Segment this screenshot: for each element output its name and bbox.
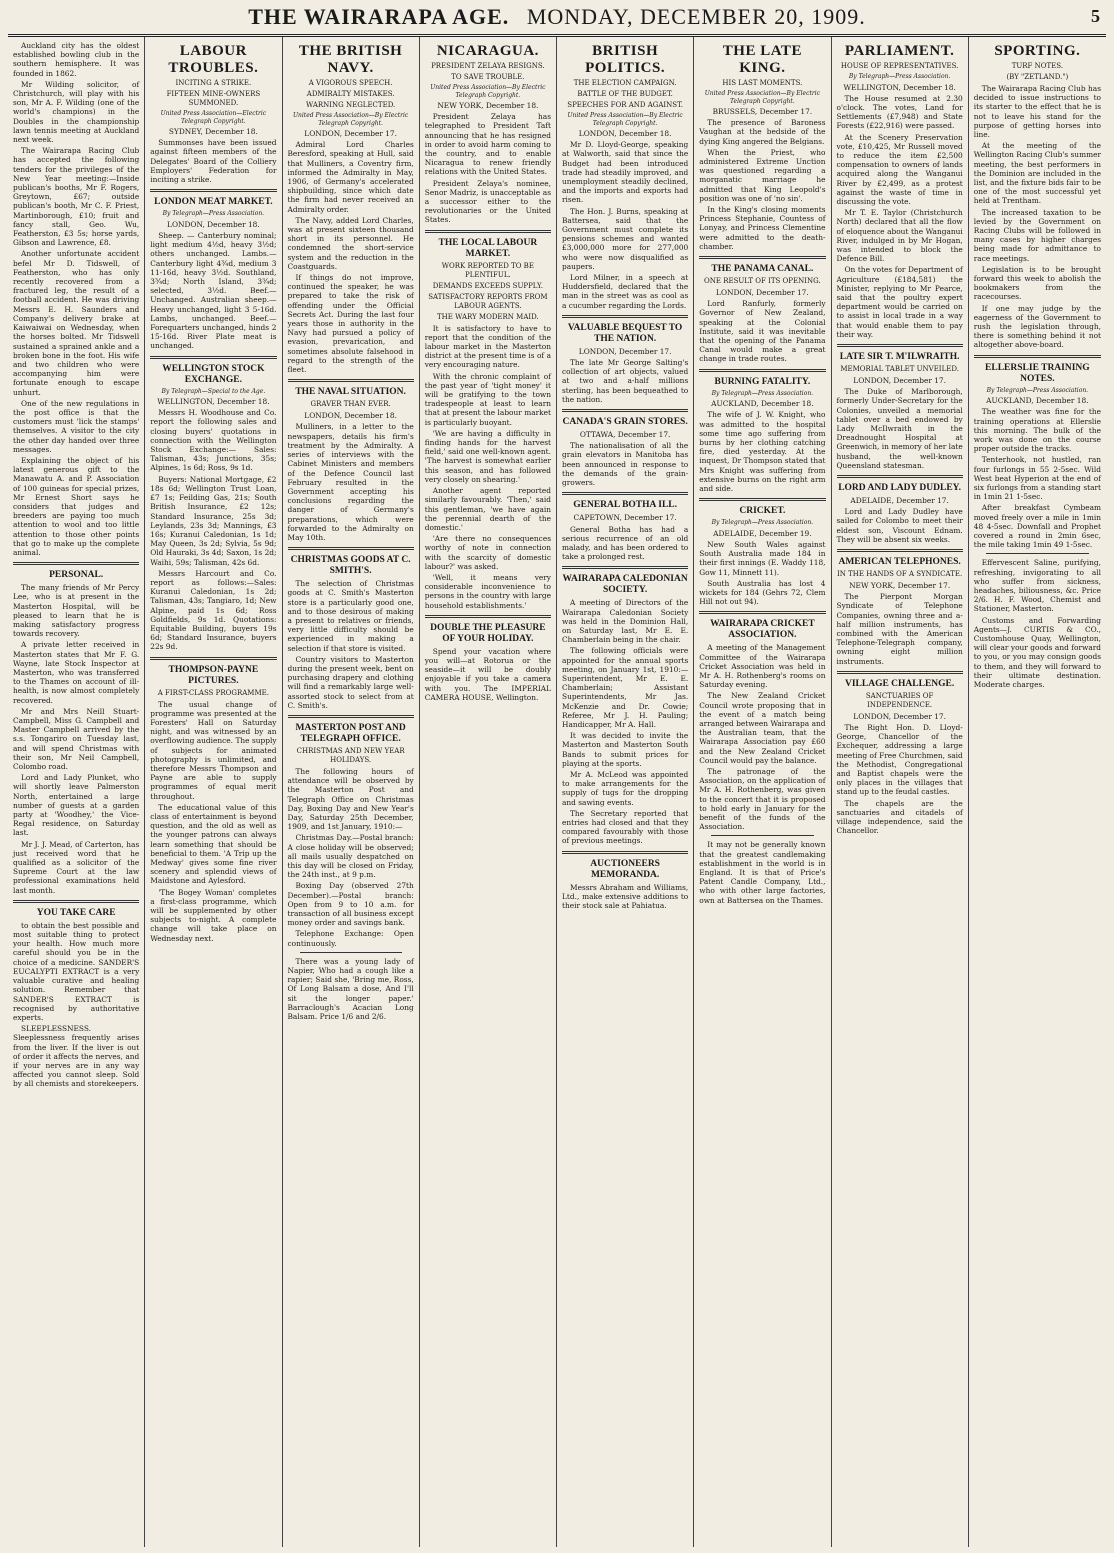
article-paragraph: Mr and Mrs Neill Stuart-Campbell, Miss G. Campbell and Master Campbell arrived by the s.s. Tongariro on Tuesday last, and will spend Christmas with their son, Mr Neil Campbell, Colombo road. <box>13 706 140 772</box>
column-8 <box>969 37 1106 1547</box>
article-paragraph: Another unfortunate accident befel Mr D. Tidswell, of Featherston, who has only recently recovered from a fractured leg, the result of a football accident. He was driving Messrs E. H. Saunders and Company's delivery brake at Kaiwaiwai on Wednesday, when the horses bolted. Mr Tidswell sustained a sprained ankle and a broken bone in the foot. His wife and two children who were accompanying him were fortunate enough to escape unhurt. <box>13 249 140 397</box>
article-divider <box>699 611 825 614</box>
wire-credit: United Press Association—By Electric Telegraph Copyright. <box>567 112 683 127</box>
article <box>974 43 1101 350</box>
wire-credit: By Telegraph—Press Association. <box>986 386 1089 394</box>
dateline: WELLINGTON, December 18. <box>843 82 956 92</box>
article-subheading: WARNING NEGLECTED. <box>305 101 396 109</box>
article-paragraph: South Australia has lost 4 wickets for 184 (Gehrs 72, Clem Hill not out 94). <box>699 578 826 607</box>
article <box>562 409 688 487</box>
dateline: CAPETOWN, December 17. <box>573 513 677 523</box>
article-paragraph: The wife of J. W. Knight, who was admitted to the hospital some time ago suffering from burns by her clothing catching fire, died yesterday. At the inquest, Dr Thompson stated that Mrs Knight was suffering from extensive burns on the right arm and side. <box>699 410 826 493</box>
article-divider <box>699 256 825 259</box>
masthead <box>8 0 1106 37</box>
article-divider <box>425 615 551 618</box>
article-paragraph: It is satisfactory to have to report that the condition of the labour market in the Masterton district at the present time is of a very encouraging nature. <box>424 323 551 370</box>
article-divider <box>288 715 414 718</box>
dateline: BRUSSELS, December 17. <box>712 107 813 116</box>
column-7 <box>832 37 969 1547</box>
article-subheading: THE ELECTION CAMPAIGN. <box>573 79 677 87</box>
article <box>288 43 414 374</box>
dateline: LONDON, December 17. <box>853 375 946 385</box>
article <box>13 562 139 895</box>
article-paragraph: Lord Ranfurly, formerly Governor of New Zealand, speaking at the Colonial Institute, said it was inevitable that the opening of the Panama Canal would make a great change in trade routes. <box>699 299 826 364</box>
article-heading: BURNING FATALITY. <box>714 376 811 387</box>
article <box>562 315 688 404</box>
article <box>425 615 551 702</box>
article-paragraph: The Duke of Marlborough, formerly Under-Secretary for the Colonies, unveiled a memorial tablet over a bed endowed by Lady McIlwraith in the Dreadnought Hospital at Greenwich, in memory of her late husband, the well-known Queensland statesman. <box>836 387 963 470</box>
article-paragraph: Auckland city has the oldest established bowling club in the southern hemisphere. It was founded in 1862. <box>13 41 140 78</box>
article <box>150 356 276 652</box>
article-paragraph: The usual change of programme was presented at the Foresters' Hall on Saturday night, and was witnessed by an overflowing audience. The supply of subjects for animated photography is unlimited, and therefore Messrs Thompson and Payne are able to supply programmes of equal merit throughout. <box>150 699 277 801</box>
article-subheading: A FIRST-CLASS PROGRAMME. <box>157 688 269 697</box>
article <box>562 851 688 911</box>
article-paragraph: Spend your vacation where you will—at Rotorua or the seaside—it will be doubly enjoyable if you take a camera with you. The IMPERIAL CAMERA HOUSE, Wellington. <box>424 646 551 702</box>
wire-credit: United Press Association—Electric Telegraph Copyright. <box>160 110 267 125</box>
article <box>837 43 963 339</box>
article-divider <box>288 379 414 382</box>
article-divider <box>837 344 963 347</box>
article-heading: THE PANAMA CANAL. <box>711 264 814 275</box>
article <box>837 344 963 470</box>
article-paragraph: The Wairarapa Racing Club has accepted the following tenders for the privileges of the New Year meeting:—Inside publican's booths, Mr F. Rogers, Greytown, £67; outside publican's booth, Mr C. F. Priest, Martinborough, £10; fruit and fancy stall, Geo. Wu, Featherston, £3 5s; horse yards, Gibson and Lawrence, £8. <box>13 146 140 248</box>
article-paragraph: The patronage of the Association, on the application of Mr A. H. Rothenberg, was given to the concert that it is proposed to hold early in January for the benefit of the funds of the Association. <box>699 766 826 832</box>
dateline: NEW YORK, December 17. <box>849 581 951 591</box>
article <box>699 611 825 831</box>
article-subheading: PRESIDENT ZELAYA RESIGNS. <box>431 62 545 70</box>
article-divider <box>562 409 688 412</box>
dateline: LONDON, December 17. <box>304 129 397 138</box>
article-paragraph: There was a young lady of Napier, Who had a cough like a rapier; Said she, 'Bring me, Ross, Of Long Balsam a dose, And I'll sit the longer paper.' Barraclough's Acacian Long Balsam. Price 1/6 and 2/6. <box>287 956 414 1022</box>
article-subheading: INCITING A STRIKE. <box>175 79 252 87</box>
article-paragraph: Lord and Lady Dudley have sailed for Colombo to meet their eldest son, Viscount Ednam. They will be absent six weeks. <box>836 507 963 544</box>
article-heading: ELLERSLIE TRAINING NOTES. <box>985 362 1090 384</box>
column-2 <box>145 37 282 1547</box>
article-paragraph: Mulliners, in a letter to the newspapers, details his firm's treatment by the Admiralty. A series of interviews with the Cabinet Ministers and members of the Defence Council last February resulted in the Government accepting his conclusions regarding the danger of Germany's preparations, which were forwarded to the Admiralty on May 10th. <box>287 422 414 542</box>
article-divider <box>150 657 276 660</box>
article-paragraph: Sheep. — Canterbury nominal; light medium 4½d, heavy 3½d; others unchanged. Lambs.—Canterbury light 4¾d, medium 3 11-16d, heavy 3½d. Southland, 3¾d; North Island, 3¾d; selected, 3½d. Beef.—Unchanged. Australian sheep.—Heavy unchanged, light 3 5-16d. Lambs, unchanged. Beef.—Forequarters unchanged, hinds 2 15-16d. River Plate meat is unchanged. <box>150 230 277 351</box>
article-subheading: MEMORIAL TABLET UNVEILED. <box>840 364 959 373</box>
article-divider <box>13 562 139 565</box>
article-divider <box>150 189 276 192</box>
article <box>288 952 414 1021</box>
article-paragraph: At the meeting of the Wellington Racing Club's summer meeting, the best performers in the Dominion are included in the list, and the fixture bids fair to be one of the most successful yet held at Trentham. <box>973 141 1101 206</box>
article <box>562 43 688 310</box>
article-subheading: HOUSE OF REPRESENTATIVES. <box>840 62 959 70</box>
article-paragraph: The House resumed at 2.30 o'clock. The votes, Land for Settlements (£7,948) and State Forests (£22,916) were passed. <box>836 93 963 131</box>
article-subheading: TO SAVE TROUBLE. <box>451 73 525 81</box>
dateline: LONDON, December 17. <box>578 346 672 356</box>
article <box>699 835 825 904</box>
dateline: OTTAWA, December 17. <box>579 430 671 440</box>
article-paragraph: Legislation is to be brought forward this week to abolish the bookmakers from the racecourses. <box>973 264 1101 302</box>
article-paragraph: Mr A. McLeod was appointed to make arrangements for the supply of tugs for the dropping and sawing events. <box>562 769 689 807</box>
article-paragraph: When the Priest, who administered Extreme Unction was questioned regarding a morganatic marriage he admitted that King Leopold's position was one of 'no sin'. <box>699 147 826 203</box>
article <box>150 189 276 350</box>
dateline: LONDON, December 17. <box>853 711 946 721</box>
article-divider <box>562 315 688 318</box>
column-3 <box>283 37 420 1547</box>
article-subheading: ADMIRALTY MISTAKES. <box>306 90 395 98</box>
article-subheading: SPEECHES FOR AND AGAINST. <box>567 101 683 109</box>
article-paragraph: Messrs Abraham and Williams, Ltd., make extensive additions to their stock sale at Pahiatua. <box>562 882 689 910</box>
article-paragraph: Tenterhook, not hustled, ran four furlongs in 55 2-5sec. Wild West beat Hyperion at the end of six furlongs from a standing start in 1min 21 1-5sec. <box>973 455 1101 502</box>
article-paragraph: 'Well, it means very considerable inconvenience to persons in the country with large household establishments.' <box>424 572 551 610</box>
article-paragraph: Buyers: National Mortgage, £2 18s 6d; Wellington Trust Loan, £7 1s; Feilding Gas, 21s; South British Insurance, £2 12s; Standard Insurance, 25s 3d; Leylands, 23s 3d; Mannings, £3 16s; Kuranui Caledonian, 1s 1d; May Queen, 3s 2d; Sylvia, 5s 9d; Old Hauraki, 3s 4d; Saxon, 1s 2d; Waihi, 59s; Talisman, 42s 6d. <box>150 474 277 567</box>
article-divider <box>986 553 1089 554</box>
wire-credit: United Press Association—By Electric Telegraph Copyright. <box>704 90 821 105</box>
article-divider <box>711 835 813 836</box>
dateline: ADELAIDE, December 17. <box>850 496 949 506</box>
article-heading: DOUBLE THE PLEASURE OF YOUR HOLIDAY. <box>430 622 546 644</box>
article <box>699 43 825 251</box>
article-divider <box>562 566 688 569</box>
article-paragraph: A meeting of Directors of the Wairarapa Caledonian Society was held in the Dominion Hall, on Saturday last, Mr E. E. Chamberlain being in the chair. <box>562 598 689 645</box>
wire-credit: By Telegraph—Press Association. <box>711 389 814 397</box>
article-paragraph: The increased taxation to be levied by the Government on Racing Clubs will be followed in many cases by higher charges being made for admittance to race meetings. <box>973 207 1101 263</box>
article-subheading: THE WARY MODERN MAID. <box>437 312 539 321</box>
article-paragraph: Effervescent Saline, purifying, refreshing, invigorating to all who suffer from sickness, headaches, biliousness, &c. Price 2/6. H. F. Wood, Chemist and Stationer, Masterton. <box>973 558 1101 614</box>
article-heading: NICARAGUA. <box>436 43 539 59</box>
article-paragraph: The Pierpont Morgan Syndicate of Telephone Companies, owning three and a-half million instruments, has combined with the American Telephone-Telegraph company, owning eight million instruments. <box>836 592 963 666</box>
article <box>562 566 688 845</box>
article <box>288 715 414 948</box>
article-paragraph: The Secretary reported that entries had closed and that they compared favourably with those of previous meetings. <box>562 808 689 846</box>
article-paragraph: The late Mr George Salting's collection of art objects, valued at two and a-half millions sterling, has been bequeathed to the nation. <box>562 358 689 404</box>
article-paragraph: The chapels are the sanctuaries and citadels of village independence, said the Chancellor. <box>836 798 963 836</box>
article-heading: LABOUR TROUBLES. <box>168 43 259 76</box>
article-heading: PARLIAMENT. <box>844 43 955 59</box>
article-heading: LATE SIR T. M'ILWRAITH. <box>839 351 960 362</box>
article-paragraph: At the Scenery Preservation vote, £10,425, Mr Russell moved to reduce the item £2,500 compensation to owners of lands acquired along the Wanganui River by £2,499, as a protest against the waste of time in discussing the vote. <box>836 132 963 206</box>
column-6 <box>694 37 831 1547</box>
article-subheading: SANCTUARIES OF INDEPENDENCE. <box>865 691 934 709</box>
dateline: LONDON, December 18. <box>578 129 672 138</box>
article-paragraph: Summonses have been issued against fifteen members of the Delegates' Board of the Colliery Employers' Federation for inciting a strike. <box>150 138 277 185</box>
dateline: ADELAIDE, December 19. <box>713 528 812 538</box>
article-subheading: CHRISTMAS AND NEW YEAR HOLIDAYS. <box>296 746 405 764</box>
article <box>425 43 551 225</box>
article-subheading: DEMANDS EXCEEDS SUPPLY. <box>432 281 543 290</box>
article <box>837 671 963 836</box>
dateline: WELLINGTON, December 18. <box>157 397 270 407</box>
article-heading: MASTERTON POST AND TELEGRAPH OFFICE. <box>295 722 406 744</box>
article-heading: WAIRARAPA CALEDONIAN SOCIETY. <box>562 574 688 596</box>
article-heading: WAIRARAPA CRICKET ASSOCIATION. <box>710 619 815 641</box>
article-paragraph: 'We are having a difficulty in finding hands for the harvest field,' said one well-known agent. 'The harvest is somewhat earlier this season, and has followed very closely on shearing.' <box>424 428 551 484</box>
dateline: SYDNEY, December 18. <box>168 127 258 136</box>
article-paragraph: The educational value of this class of entertainment is beyond question, and the old as well as the younger patrons can always learn something that should be beneficial to them. 'A Trip up the Medway' gives some fine river scenery and splendid views of Maidstone and Aylesford. <box>150 802 277 886</box>
article-divider <box>288 547 414 550</box>
article-paragraph: 'Are there no consequences worthy of note in connection with the scarcity of domestic labour?' was asked. <box>424 534 551 571</box>
article-heading: AMERICAN TELEPHONES. <box>838 557 961 568</box>
article-heading: WELLINGTON STOCK EXCHANGE. <box>162 363 265 385</box>
article-divider <box>837 549 963 552</box>
article-paragraph: If one may judge by the eagerness of the Government to rush the legislation through, there is something behind it not altogether above-board. <box>973 303 1101 350</box>
issue-date: MONDAY, DECEMBER 20, 1909. <box>526 4 866 29</box>
article-paragraph: Lord Milner, in a speech at Huddersfield, declared that the man in the street was as cool as a cucumber regarding the Lords. <box>562 273 689 310</box>
article-paragraph: Lord and Lady Plunket, who will shortly leave Palmerston North, entertained a large number of guests at a garden party at 'Woodhey,' the Vice-Regal residence, on Saturday last. <box>13 773 140 838</box>
article-paragraph: It may not be generally known that the greatest candlemaking establishment in the world is in England. It is that of Price's Patent Candle Company, Ltd., who with other large factories, own at Battersea on the Thames. <box>699 840 826 905</box>
article-heading: THE LOCAL LABOUR MARKET. <box>438 237 538 259</box>
article-paragraph: The Hon. J. Burns, speaking at Battersea, said that the Government must complete its pensions schemes and wanted £3,000,000 more for 277,000 who were now disqualified as paupers. <box>562 206 689 271</box>
column-5 <box>557 37 694 1547</box>
article-paragraph: The New Zealand Cricket Council wrote proposing that in the event of a match being arranged between Wairarapa and the Australian team, that the Wairarapa Association pay £60 and the New Zealand Cricket Council would pay the balance. <box>699 691 826 765</box>
dateline: LONDON, December 18. <box>304 411 397 421</box>
article-subheading: ONE RESULT OF ITS OPENING. <box>704 277 821 286</box>
article-paragraph: Messrs H. Woodhouse and Co. report the following sales and closing buyers' quotations in connection with the Wellington Stock Exchange:— Sales: Talisman, 43s; Junctions, 35s; Alpines, 1s 6d; Ross, 9s 1d. <box>150 408 277 473</box>
article-paragraph: Customs and Forwarding Agents—J. CURTIS & CO., Customhouse Quay, Wellington, will clear your goods and forward to you, or you may consign goods to them, and they will forward to their ultimate destination. Moderate charges. <box>973 615 1101 690</box>
article <box>562 492 688 561</box>
columns-grid <box>8 37 1106 1547</box>
article-divider <box>300 952 402 953</box>
article <box>425 230 551 610</box>
article-subheading: WORK REPORTED TO BE PLENTIFUL. <box>441 261 534 279</box>
column-1 <box>8 37 145 1547</box>
article-subheading: GRAVER THAN EVER. <box>310 400 391 409</box>
article-heading: THOMPSON-PAYNE PICTURES. <box>168 664 259 686</box>
article-subheading: SATISFACTORY REPORTS FROM LABOUR AGENTS. <box>428 292 548 310</box>
article-paragraph: Another agent reported similarly favourably. 'Then,' said this gentleman, 'we have again the perennial dearth of the domestic.' <box>424 486 551 532</box>
article-divider <box>974 355 1101 358</box>
article-heading: VALUABLE BEQUEST TO THE NATION. <box>567 322 683 344</box>
article <box>13 900 139 1089</box>
article-paragraph: Mr T. E. Taylor (Christchurch North) declared that all the flow of eloquence about the Wanganui River, indulged in by Mr Hogan, was intended to block the Defence Bill. <box>836 208 963 264</box>
article-paragraph: New South Wales against South Australia made 184 in their first innings (E. Waddy 118, Gow 11, Minnett 11). <box>699 539 826 577</box>
article-divider <box>425 230 551 233</box>
article-heading: CRICKET. <box>739 506 786 517</box>
article-paragraph: Admiral Lord Charles Beresford, speaking at Hull, said that Mulliners, a Coventry firm, informed the Admiralty in May, 1906, of Germany's accelerated shipbuilding, since which date the firm had never received an Admiralty order. <box>287 140 414 214</box>
article <box>699 498 825 606</box>
article <box>974 355 1101 550</box>
dateline: LONDON, December 17. <box>716 288 809 298</box>
article-paragraph: Christmas Day.—Postal branch: A close holiday will be observed; all mails usually despatched on this day will be closed on Friday, the 24th inst., at 9 p.m. <box>287 833 414 880</box>
article-paragraph: On the votes for Department of Agriculture (£184,581) the Minister, replying to Mr Pearce, said that the poultry expert department would be carried on to assist in local trade in a way that would enable them to pay their way. <box>836 265 963 339</box>
dateline: AUCKLAND, December 18. <box>986 396 1089 406</box>
article-divider <box>13 900 139 903</box>
column-4 <box>420 37 557 1547</box>
article-paragraph: General Botha has had a serious recurrence of an old malady, and has been ordered to take a prolonged rest. <box>562 524 689 562</box>
article <box>974 553 1101 689</box>
article-paragraph: The many friends of Mr Percy Lee, who is at present in the Masterton Hospital, will be pleased to learn that he is making satisfactory progress towards recovery. <box>13 583 140 639</box>
article-subheading: HIS LAST MOMENTS. <box>722 79 803 87</box>
article-paragraph: The Right Hon. D. Lloyd-George, Chancellor of the Exchequer, addressing a large meeting of Free Churchmen, said the Methodist, Congregational and Baptist chapels were the only places in the villages that stand up to the feudal castles. <box>836 723 963 797</box>
article-heading: VILLAGE CHALLENGE. <box>844 678 955 689</box>
article <box>13 41 139 557</box>
article-paragraph: The following officials were appointed for the annual sports meeting, on January 1st, 1910:—Superintendent, Mr E. E. Chamberlain; Assistant Superintendents, Mr Jas. McKenzie and Dr. Cowie; Referee, Mr J. H. Pauling; Handicapper, Mr A. Hall. <box>562 646 689 729</box>
article <box>837 549 963 666</box>
wire-credit: By Telegraph—Press Association. <box>848 73 951 80</box>
article-paragraph: Boxing Day (observed 27th December).—Postal branch: Open from 9 to 10 a.m. for transaction of all business except money order and savings bank. <box>287 881 414 928</box>
dateline: LONDON, December 18. <box>167 219 260 229</box>
article-heading: LORD AND LADY DUDLEY. <box>838 483 962 494</box>
article-subheading: IN THE HANDS OF A SYNDICATE. <box>837 570 963 579</box>
page-number: 5 <box>1091 6 1100 26</box>
article-divider <box>837 671 963 674</box>
wire-credit: By Telegraph—Press Association. <box>162 210 265 218</box>
article <box>699 256 825 364</box>
newspaper-title: THE WAIRARAPA AGE. <box>248 4 510 29</box>
article-paragraph: President Zelaya's nominee, Senor Madriz, is unacceptable as a successor either to the revolutionaries or the United States. <box>424 178 551 225</box>
wire-credit: United Press Association—By Electric Telegraph Copyright. <box>430 84 546 99</box>
article-paragraph: The weather was fine for the training operations at Ellerslie this morning. The bulk of the work was done on the course proper outside the tracks. <box>973 407 1101 454</box>
wire-credit: United Press Association—By Electric Telegraph Copyright. <box>292 112 409 127</box>
article-divider <box>837 475 963 478</box>
wire-credit: By Telegraph—Press Association. <box>711 519 814 527</box>
article-paragraph: It was decided to invite the Masterton and Masterton South Bands to submit prices for playing at the sports. <box>562 731 689 768</box>
article-paragraph: President Zelaya has telegraphed to President Taft announcing that he has resigned in order to avoid harm coming to the country, and to enable Nicaragua to renew friendly relations with the United States. <box>424 112 551 177</box>
wire-credit: By Telegraph—Special to the Age. <box>161 387 266 395</box>
article-paragraph: The presence of Baroness Vaughan at the bedside of the dying King angered the Belgians. <box>699 118 826 146</box>
article-heading: BRITISH POLITICS. <box>585 43 666 76</box>
article <box>699 369 825 494</box>
article-heading: THE LATE KING. <box>722 43 802 76</box>
dateline: NEW YORK, December 18. <box>437 101 539 110</box>
article <box>288 379 414 542</box>
article-paragraph: Messrs Harcourt and Co. report as follows:—Sales: Kuranui Caledonian, 1s 2d; Talisman, 43s; Tangiaro, 1d; New Alpine, paid 1s 6d; Ross Goldfields, 9s 1d. Quotations: Equitable Building, buyers 19s 6d; Standard Insurance, buyers 22s 9d. <box>150 568 277 652</box>
article-paragraph: Mr D. Lloyd-George, speaking at Walworth, said that since the Budget had been introduced trade had steadily improved, and unemployment steadily declined, and the imports and exports had risen. <box>562 140 689 205</box>
article-heading: CHRISTMAS GOODS AT C. SMITH'S. <box>290 555 411 577</box>
article-divider <box>562 492 688 495</box>
article-heading: THE NAVAL SITUATION. <box>295 387 406 398</box>
article-paragraph: Explaining the object of his latest generous gift to the Manawatu A. and P. Association of 100 guineas for special prizes, Mr Ernest Short says he considers that judges and breeders are paying too much attention to wool and too little attention to those other points that go to make up the complete animal. <box>13 455 140 557</box>
article-subheading: A VIGOROUS SPEECH. <box>308 79 393 87</box>
article-heading: AUCTIONEERS MEMORANDA. <box>590 858 660 880</box>
article-subheading: (BY "ZETLAND.") <box>1006 73 1069 81</box>
article-heading: YOU TAKE CARE <box>36 907 116 918</box>
article-paragraph: One of the new regulations in the post office is that the customers must 'lick the stamps' themselves. A visitor to the city the other day handed over three messages. <box>13 398 140 454</box>
article-paragraph: Country visitors to Masterton during the present week, bent on purchasing drapery and clothing will find a remarkably large well-assorted stock to select from at C. Smith's. <box>287 654 414 710</box>
article-heading: CANADA'S GRAIN STORES. <box>562 417 688 428</box>
article-paragraph: The following hours of attendance will be observed by the Masterton Post and Telegraph Office on Christmas Day, Boxing Day and New Year's Day, Saturday 25th December, 1909, and 1st January, 1910:— <box>287 766 414 832</box>
article-heading: LONDON MEAT MARKET. <box>154 197 273 208</box>
article-heading: THE BRITISH NAVY. <box>298 43 403 76</box>
article-subheading: FIFTEEN MINE-OWNERS SUMMONED. <box>166 90 261 107</box>
article-paragraph: If things do not improve, continued the speaker, he was prepared to take the risk of offending under the Official Secrets Act. During the last four years those in authority in the Navy had pursued a policy of evasion, prevarication, and sometimes absolute falsehood in regard to the strength of the fleet. <box>287 273 414 375</box>
article-paragraph: The Wairarapa Racing Club has decided to issue instructions to its starter to the effect that he is not to leave his stand for the purpose of getting horses into line. <box>973 84 1101 140</box>
article-paragraph: In the King's closing moments Princess Stephanie, Countess of Lonyay, and Princess Clementine were admitted to the death-chamber. <box>699 205 826 251</box>
article-paragraph: Mr Wilding solicitor, of Christchurch, will play with his son, Mr A. F. Wilding (one of the world's champions) in the Doubles in the championship lawn tennis meeting at Auckland next week. <box>13 79 140 145</box>
article-subheading: TURF NOTES. <box>1011 62 1064 70</box>
article <box>837 475 963 544</box>
article-subheading: BATTLE OF THE BUDGET. <box>577 90 673 98</box>
article-paragraph: Telephone Exchange: Open continuously. <box>287 929 414 948</box>
article-divider <box>699 498 825 501</box>
article-paragraph: After breakfast Cymbeam moved freely over a mile in 1min 48 4-5sec. Downfall and Prophet covered a round in 2min 6sec, the mile taking 1min 49 1-5sec. <box>973 503 1101 550</box>
article-heading: SPORTING. <box>994 43 1081 59</box>
dateline: AUCKLAND, December 18. <box>711 399 814 409</box>
article-paragraph: A private letter received in Masterton states that Mr F. G. Wayne, late Stock Inspector at Masterton, who was transferred to the Thames on account of ill-health, is now almost completely recovered. <box>13 640 140 705</box>
article <box>288 547 414 710</box>
article-paragraph: to obtain the best possible and most suitable thing to protect your health. How much more careful should you be in the choice of a medicine. SANDER'S EUCALYPTI EXTRACT is a very valuable curative and healing solution. Remember that SANDER'S EXTRACT is recognised by authoritative experts. <box>13 920 140 1022</box>
article-heading: GENERAL BOTHA ILL. <box>573 500 677 511</box>
article-paragraph: 'The Bogey Woman' completes a first-class programme, which will be supplemented by other subjects to-night. A complete change will take place on Wednesday next. <box>150 887 277 943</box>
article-paragraph: A meeting of the Management Committee of the Wairarapa Cricket Association was held in Mr A. H. Rothenberg's rooms on Saturday evening. <box>699 643 826 690</box>
article-paragraph: The Navy, added Lord Charles, was at present sixteen thousand short in its personnel. He condemned the short-service system and the reduction in the Coastguards. <box>287 215 414 271</box>
article-paragraph: SLEEPLESSNESS. Sleeplessness frequently arises from the liver. If the liver is out of order it affects the nerves, and if your nerves are in any way affected you cannot sleep. Sold by all chemists and storekeepers. <box>13 1024 140 1089</box>
article-heading: PERSONAL. <box>49 570 104 581</box>
masthead-separator <box>515 4 521 30</box>
article-paragraph: The selection of Christmas goods at C. Smith's Masterton store is a particularly good one, and to those desirous of making a present to relatives or friends, very little difficulty should be experienced in making a selection if that store is visited. <box>287 579 414 653</box>
article-divider <box>699 369 825 372</box>
article-paragraph: With the chronic complaint of the past year of 'tight money' it will be gratifying to the town tradespeople at least to learn that at present the labour market is particularly buoyant. <box>424 371 551 427</box>
article <box>150 43 276 184</box>
article-paragraph: The nationalisation of all the grain elevators in Manitoba has been announced in response to the demands of the grain-growers. <box>562 441 689 488</box>
article-paragraph: Mr J. J. Mead, of Carterton, has just received word that he qualified as a solicitor of the Supreme Court at the law professional examinations held last month. <box>13 839 140 895</box>
article-divider <box>150 356 276 359</box>
article-divider <box>562 851 688 854</box>
article <box>150 657 276 943</box>
